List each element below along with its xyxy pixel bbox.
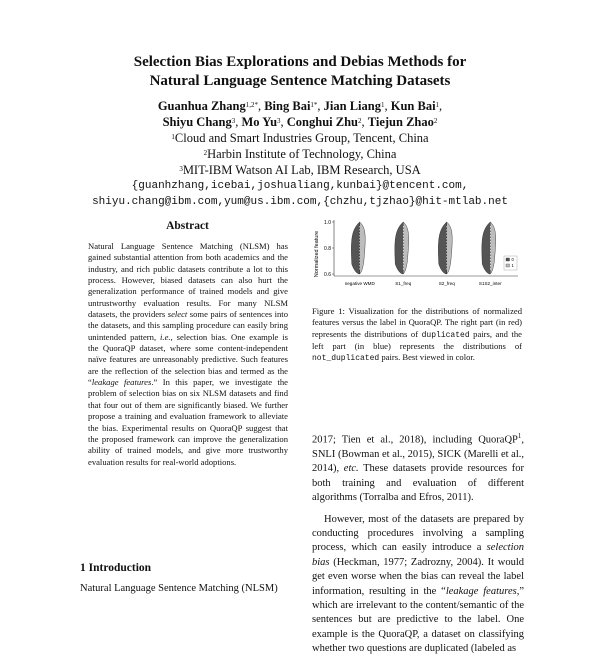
author-name: Guanhua Zhang (157, 99, 246, 113)
abstract-emphasis: select (167, 309, 188, 320)
author-name: Jian Liang (323, 99, 381, 113)
abstract-body (88, 241, 288, 468)
body-emphasis: leakage features (445, 585, 517, 597)
author-name: Tiejun Zhao (367, 115, 434, 129)
author-line-2: Shiyu Chang$^3$, Mo Yu$^3$, Conghui Zhu$^2$, Tiejun Zhao$^2$ (162, 115, 438, 129)
chart-legend (504, 256, 517, 270)
caption-text: pairs. Best viewed in color. (379, 352, 475, 363)
abstract-text: , selection bias. One example is the QuoraQP dataset, where some content-independent naïve features are unreasonably predictive. Such features are the reflection of the selection bias and termed as the “ (88, 331, 288, 388)
caption-code: not_duplicated (312, 354, 380, 364)
affiliation-text: Cloud and Smart Industries Group, Tencent, China (174, 131, 429, 145)
email-line-2[interactable]: shiyu.chang@ibm.com,yum@us.ibm.com,{chzhu,tjzhao}@hit-mtlab.net (92, 196, 508, 208)
abstract-emphasis: leakage features (91, 377, 152, 388)
body-emphasis: selection bias (312, 542, 524, 568)
affiliation-text: MIT-IBM Watson AI Lab, IBM Research, USA (182, 163, 421, 177)
affiliation-2 (0, 146, 600, 162)
author-line-1: Guanhua Zhang$^{1,2*}$, Bing Bai$^{1*}$, Jian Liang$^1$, Kun Bai$^1$, (157, 99, 443, 113)
legend-label: 0 (511, 256, 514, 262)
paragraph (312, 513, 524, 657)
author-name: Shiyu Chang (162, 115, 232, 129)
paper-title (0, 53, 600, 91)
affiliation-sup: 3 (179, 165, 183, 173)
x-tick-label: S2_freq (438, 281, 455, 286)
abstract-emphasis: i.e. (160, 331, 171, 342)
introduction-text: Natural Language Sentence Matching (NLSM) (80, 583, 278, 594)
introduction-heading: 1 Introduction (80, 562, 152, 574)
body-emphasis: etc. (343, 463, 359, 475)
body-text: (Heckman, 1977; Zadrozny, 2004). It would get even worse when the bias can reveal the label information, resulting in the “ (312, 556, 524, 597)
title-line-2: Natural Language Sentence Matching Datasets (149, 73, 451, 89)
email-line-1[interactable]: {guanhzhang,icebai,joshualiang,kunbai}@tencent.com, (131, 180, 469, 192)
caption-code: duplicated (421, 330, 470, 340)
author-sup: 1 (380, 101, 385, 109)
affiliation-1 (0, 130, 600, 146)
body-text: These datasets provide resources for both training and evaluation of different algorithms (Torralba and Efros, 2011). (312, 463, 524, 504)
author-sup: 3 (277, 117, 281, 125)
affiliation-text: Harbin Institute of Technology, China (207, 147, 397, 161)
abstract-heading: Abstract (166, 220, 209, 232)
body-text: , SNLI (Bowman et al., 2015), SICK (Marelli et al., 2014), (312, 434, 524, 475)
affiliation-3 (0, 162, 600, 178)
legend-swatch (506, 258, 510, 261)
x-tick-label: negative WMD (344, 281, 375, 286)
body-text: 2017; Tien et al., 2018), including QuoraQP (312, 434, 518, 446)
body-text: However, most of the datasets are prepared by conducting procedures involving a sampling process, which can easily introduce a (312, 513, 524, 554)
abstract-text: Natural Language Sentence Matching (NLSM) has gained substantial attention from both academics and the industry, and rich public datasets contribute a lot to this process. However, biased datasets can also hurt the generalization performance of trained models and give untrustworthy evaluation results. For many NLSM datasets, the providers (88, 241, 288, 320)
footnote-marker[interactable]: 1 (517, 432, 522, 440)
author-sup: 2 (433, 117, 438, 125)
legend-swatch (506, 264, 510, 267)
author-sup: 2 (358, 117, 362, 125)
affiliation-sup: 2 (203, 149, 208, 157)
author-name: Kun Bai (390, 99, 436, 113)
abstract-text: some pairs of sentences into the datasets, and this sampling procedure can easily bring unintended pattern, (88, 309, 288, 342)
legend-label: 1 (511, 262, 514, 268)
x-tick-label: S1S2_inter (478, 281, 502, 286)
author-sup: 1,2* (245, 101, 258, 109)
author-block (0, 98, 600, 210)
author-name: Bing Bai (264, 99, 311, 113)
caption-text: pairs, and the left part (in blue) represents the distributions of (312, 328, 522, 352)
y-tick-label: 0.8 (324, 245, 331, 252)
y-tick-label: 1.0 (324, 219, 331, 226)
body-text: ,” which are irrelevant to the content/semantic of the sentences but are predictive to the label. One example is the QuoraQP, a dataset on classifying whether two questions are duplicated (labeled as (312, 585, 524, 655)
figure-1-caption (312, 306, 522, 365)
author-name: Mo Yu (241, 115, 278, 129)
y-axis-label: Normalized feature (314, 230, 320, 278)
author-name: Conghui Zhu (286, 115, 359, 129)
figure-1-violin-chart (312, 212, 522, 300)
title-line-1: Selection Bias Explorations and Debias Methods for (133, 54, 467, 70)
abstract-text: .” In this paper, we investigate the problem of selection bias on six NLSM datasets and find that four out of them are significantly biased. We further propose a training and evaluation framework to alleviate the bias. Experimental results on QuoraQP suggest that the proposed framework can improve the generalization ability of trained models, and give more trustworthy evaluation results for real-world adoptions. (88, 377, 288, 467)
author-sup: 3 (231, 117, 236, 125)
author-sup: 1 (435, 101, 440, 109)
paragraph (312, 429, 524, 506)
author-sup: 1* (310, 101, 318, 109)
x-tick-label: S1_freq (395, 281, 412, 286)
affiliation-sup: 1 (171, 133, 175, 141)
y-tick-label: 0.6 (324, 271, 331, 278)
right-column-text (312, 429, 524, 657)
caption-text: Figure 1: Visualization for the distributions of normalized features versus the label in QuoraQP. The right part (in red) represents the distributions of (312, 306, 522, 339)
